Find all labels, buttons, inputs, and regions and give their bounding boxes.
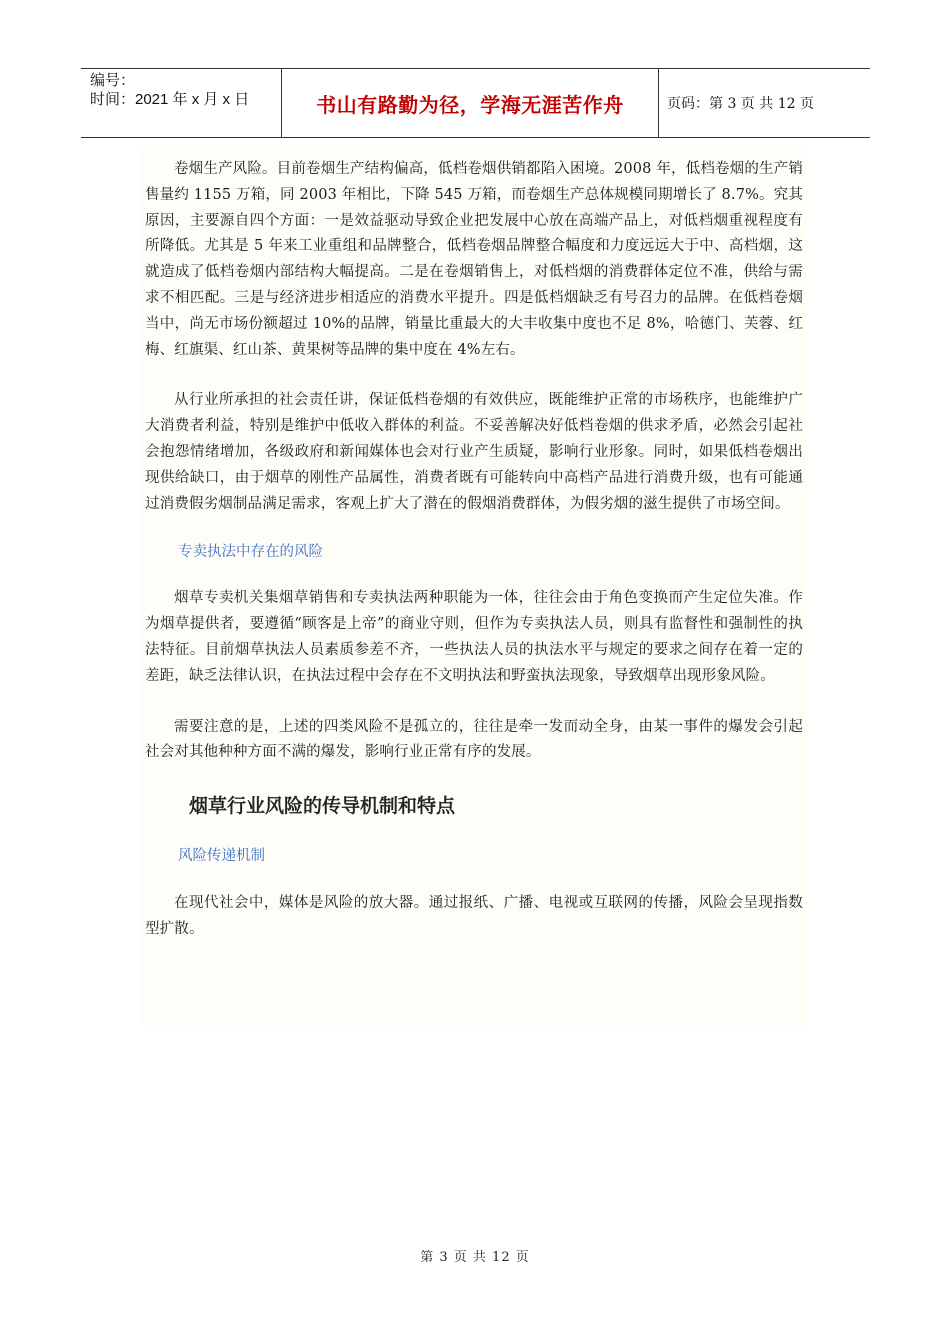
- subheading-enforcement-risk: 专卖执法中存在的风险: [178, 544, 323, 561]
- header-motto: 书山有路勤为径，学海无涯苦作舟: [282, 69, 659, 137]
- number-label: 编号：: [90, 72, 136, 89]
- paragraph-cigarette-production-risk: 卷烟生产风险。目前卷烟生产结构偏高，低档卷烟供销都陷入困境。2008 年，低档卷烟的生产销售量约 1155 万箱，同 2003 年相比，下降 545 万箱，而卷烟生产总体规模同期增长了 8.7%。究其原因，主要源自四个方面：一是效益驱动导致企业把发展中心放在高端产品上，对低档烟重视程度有所降低。尤其是 5 年来工业重组和品牌整合，低档卷烟品牌整合幅度和力度远远大于中、高档烟，这就造成了低档卷烟内部结构大幅提高。二是在卷烟销售上，对低档烟的消费群体定位不准，供给与需求不相匹配。三是与经济进步相适应的消费水平提升。四是低档烟缺乏有号召力的品牌。在低档卷烟当中，尚无市场份额超过 10%的品牌，销量比重最大的大丰收集中度也不足 8%，哈德门、芙蓉、红梅、红旗渠、红山茶、黄果树等品牌的集中度在 4%左右。: [145, 161, 803, 358]
- paragraph-social-responsibility: 从行业所承担的社会责任讲，保证低档卷烟的有效供应，既能维护正常的市场秩序，也能维护广大消费者利益，特别是维护中低收入群体的利益。不妥善解决好低档卷烟的供求矛盾，必然会引起社会抱怨情绪增加，各级政府和新闻媒体也会对行业产生质疑，影响行业形象。同时，如果低档卷烟出现供给缺口，由于烟草的刚性产品属性，消费者既有可能转向中高档产品进行消费升级，也有可能通过消费假劣烟制品满足需求，客观上扩大了潜在的假烟消费群体，为假劣烟的滋生提供了市场空间。: [145, 392, 803, 512]
- paragraph-media-amplifier: 在现代社会中，媒体是风险的放大器。通过报纸、广播、电视或互联网的传播，风险会呈现指数型扩散。: [145, 895, 803, 937]
- subheading-risk-transfer-mechanism: 风险传递机制: [178, 848, 265, 865]
- header-meta: [81, 69, 282, 137]
- paragraph-enforcement-risk: 烟草专卖机关集烟草销售和专卖执法两种职能为一体，往往会由于角色变换而产生定位失准。作为烟草提供者，要遵循“顾客是上帝”的商业守则，但作为专卖执法人员，则具有监督性和强制性的执法特征。目前烟草执法人员素质参差不齐，一些执法人员的执法水平与规定的要求之间存在着一定的差距，缺乏法律认识，在执法过程中会存在不文明执法和野蛮执法现象，导致烟草出现形象风险。: [145, 590, 803, 684]
- page-footer: 第 3 页 共 12 页: [420, 1250, 530, 1265]
- document-header: [81, 68, 870, 138]
- paragraph-risk-interconnection: 需要注意的是，上述的四类风险不是孤立的，往往是牵一发而动全身，由某一事件的爆发会引起社会对其他种种方面不满的爆发，影响行业正常有序的发展。: [145, 718, 803, 761]
- section-heading-risk-transmission: 烟草行业风险的传导机制和特点: [189, 795, 456, 818]
- document-body: [145, 157, 803, 943]
- header-page-info: 页码：第 3 页 共 12 页: [667, 96, 814, 112]
- time-label: 时间：2021 年 x 月 x 日: [90, 91, 250, 108]
